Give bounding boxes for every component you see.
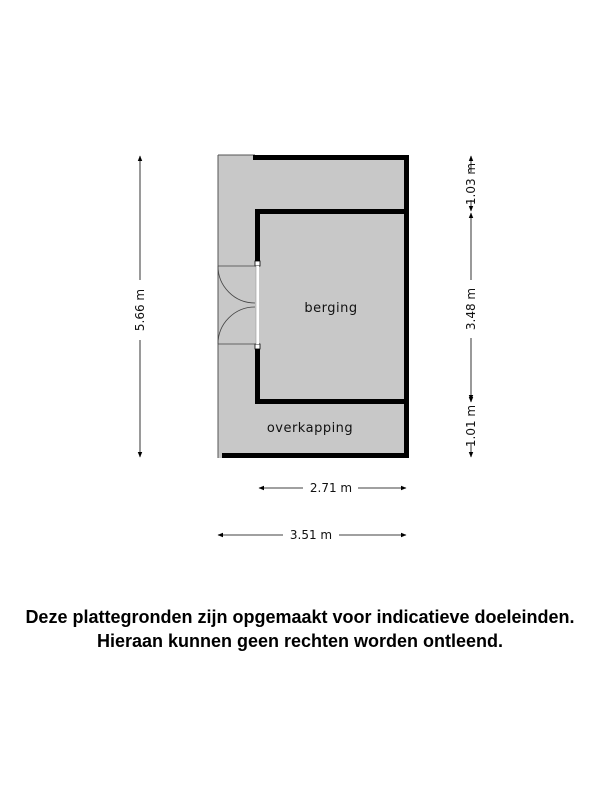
dimension-inner-width — [259, 481, 406, 495]
dimension-label-bottom-segment: 1.01 m — [464, 404, 478, 448]
dimension-label-middle-segment: 3.48 m — [464, 287, 478, 331]
dimension-label-top-segment: 1.03 m — [464, 162, 478, 206]
dimension-right-segments — [464, 156, 478, 457]
room-label-berging: berging — [304, 301, 358, 316]
dimension-total-height — [133, 156, 147, 457]
disclaimer-line-2: Hieraan kunnen geen rechten worden ontleend. — [96, 631, 504, 651]
room-label-overkapping: overkapping — [266, 421, 354, 436]
door-jamb-top — [255, 261, 260, 266]
dimension-label-inner-width: 2.71 m — [309, 481, 353, 495]
door-jamb-bottom — [255, 344, 260, 349]
dimension-label-total-height: 5.66 m — [133, 288, 147, 332]
dimension-label-total-width: 3.51 m — [289, 528, 333, 542]
disclaimer-line-1: Deze plattegronden zijn opgemaakt voor indicatieve doeleinden. — [25, 607, 575, 627]
dimension-total-width — [218, 528, 406, 542]
